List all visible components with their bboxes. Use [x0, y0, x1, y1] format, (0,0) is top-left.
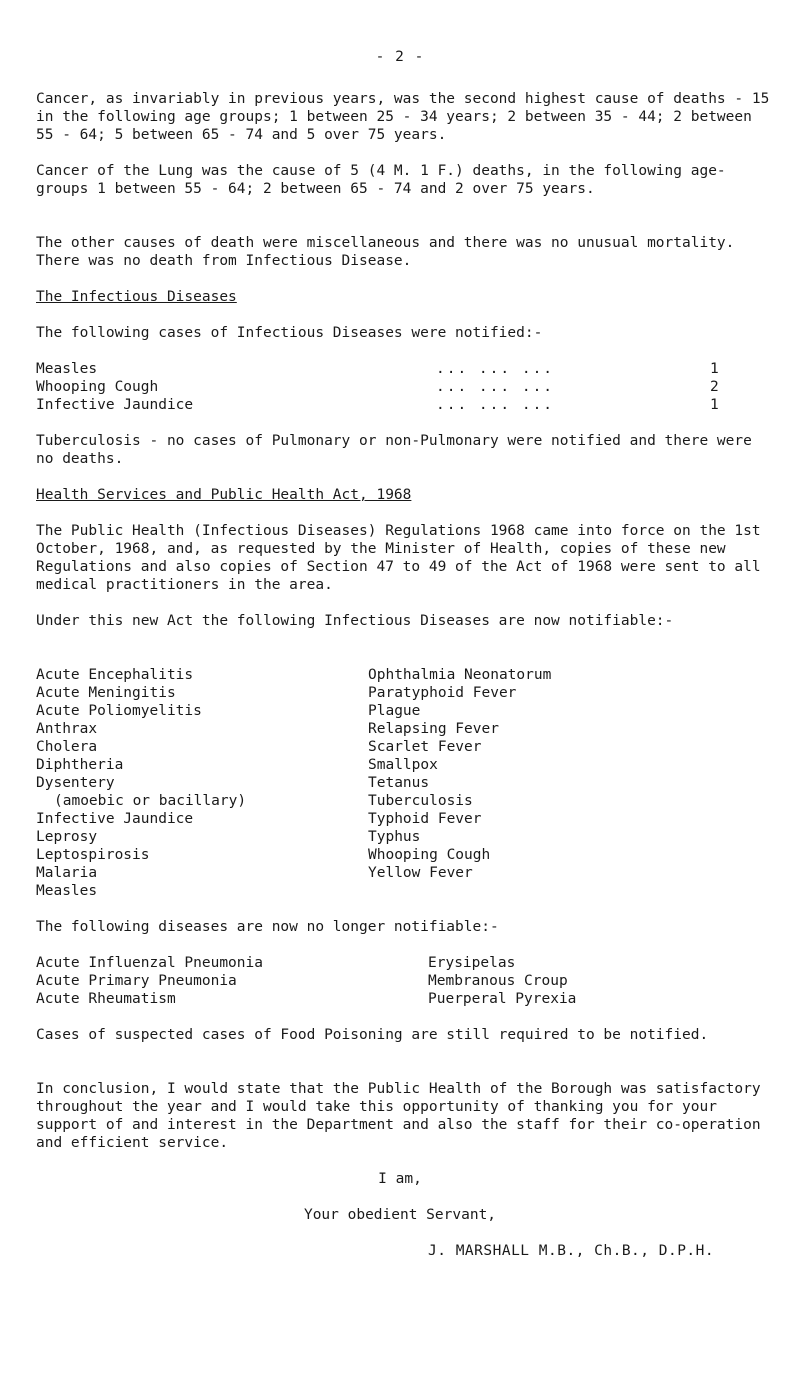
notified-row	[36, 378, 756, 396]
list-item: Scarlet Fever	[368, 739, 482, 755]
cancer-paragraph: Cancer, as invariably in previous years, was the second highest cause of deaths - 15 in the following age groups; 1 between 25 - 34 years; 2 between 35 - 44; 2 between 55 - 64; 5 between 65 - 74 and 5 over 75 years.	[36, 91, 779, 143]
list-item: Relapsing Fever	[368, 721, 499, 737]
list-item: Acute Meningitis	[36, 685, 176, 701]
list-item: Smallpox	[368, 757, 438, 773]
list-item: Ophthalmia Neonatorum	[368, 667, 552, 683]
notified-row	[36, 360, 756, 378]
list-item: Yellow Fever	[368, 865, 473, 881]
list-item: Cholera	[36, 739, 98, 755]
case-count: 1	[710, 397, 719, 413]
list-item: Leprosy	[36, 829, 98, 845]
list-item: Erysipelas	[428, 955, 516, 971]
list-item: Acute Rheumatism	[36, 991, 176, 1007]
list-item: Puerperal Pyrexia	[428, 991, 577, 1007]
no-longer-notifiable-intro: The following diseases are now no longer notifiable:-	[36, 919, 499, 935]
list-item: Acute Poliomyelitis	[36, 703, 202, 719]
lung-cancer-paragraph: Cancer of the Lung was the cause of 5 (4 M. 1 F.) deaths, in the following age-groups 1 between 55 - 64; 2 between 65 - 74 and 2 over 75 years.	[36, 163, 726, 197]
act-heading: Health Services and Public Health Act, 1968	[36, 487, 412, 503]
notified-row	[36, 396, 756, 414]
list-item: Leptospirosis	[36, 847, 150, 863]
list-item: Acute Encephalitis	[36, 667, 194, 683]
tuberculosis-paragraph: Tuberculosis - no cases of Pulmonary or non-Pulmonary were notified and there were no deaths.	[36, 433, 761, 467]
notifiable-list-right	[368, 666, 551, 882]
case-count: 1	[710, 361, 719, 377]
list-item: Anthrax	[36, 721, 98, 737]
conclusion-paragraph: In conclusion, I would state that the Public Health of the Borough was satisfactory throughout the year and I would take this opportunity of thanking you for your support of and interest in the Department and also the staff for their co-operation and efficient service.	[36, 1081, 770, 1151]
notified-intro: The following cases of Infectious Diseases were notified:-	[36, 325, 543, 341]
no-longer-list-left	[36, 954, 263, 1008]
page-number: - 2 -	[375, 49, 425, 65]
list-item: Acute Primary Pneumonia	[36, 973, 237, 989]
disease-name: Whooping Cough	[36, 379, 159, 395]
list-item: Tuberculosis	[368, 793, 473, 809]
closing-i-am: I am,	[378, 1171, 422, 1187]
list-item: Typhus	[368, 829, 421, 845]
list-item: Diphtheria	[36, 757, 124, 773]
list-item: (amoebic or bacillary)	[54, 793, 247, 809]
list-item: Paratyphoid Fever	[368, 685, 517, 701]
disease-name: Infective Jaundice	[36, 397, 194, 413]
list-item: Whooping Cough	[368, 847, 491, 863]
leader-dots: ... ... ...	[436, 379, 555, 395]
list-item: Typhoid Fever	[368, 811, 482, 827]
notifiable-list-left	[36, 666, 246, 900]
infectious-diseases-heading: The Infectious Diseases	[36, 289, 237, 305]
case-count: 2	[710, 379, 719, 395]
leader-dots: ... ... ...	[436, 397, 555, 413]
no-longer-list-right	[428, 954, 576, 1008]
list-item: Malaria	[36, 865, 98, 881]
closing-servant: Your obedient Servant,	[303, 1207, 497, 1223]
list-item: Membranous Croup	[428, 973, 568, 989]
list-item: Tetanus	[368, 775, 430, 791]
food-poisoning-paragraph: Cases of suspected cases of Food Poisoning are still required to be notified.	[36, 1027, 709, 1043]
list-item: Measles	[36, 883, 98, 899]
list-item: Acute Influenzal Pneumonia	[36, 955, 263, 971]
list-item: Plague	[368, 703, 421, 719]
list-item: Infective Jaundice	[36, 811, 194, 827]
notifiable-intro: Under this new Act the following Infectious Diseases are now notifiable:-	[36, 613, 674, 629]
list-item: Dysentery	[36, 775, 115, 791]
regulations-paragraph: The Public Health (Infectious Diseases) Regulations 1968 came into force on the 1st October, 1968, and, as requested by the Minister of Health, copies of these new Regulations and also copies of Section 47 to 49 of the Act of 1968 were sent to all medical practitioners in the area.	[36, 523, 770, 593]
disease-name: Measles	[36, 361, 98, 377]
other-causes-paragraph: The other causes of death were miscellaneous and there was no unusual mortality. There was no death from Infectious Disease.	[36, 235, 744, 269]
leader-dots: ... ... ...	[436, 361, 555, 377]
signature: J. MARSHALL M.B., Ch.B., D.P.H.	[428, 1243, 715, 1259]
